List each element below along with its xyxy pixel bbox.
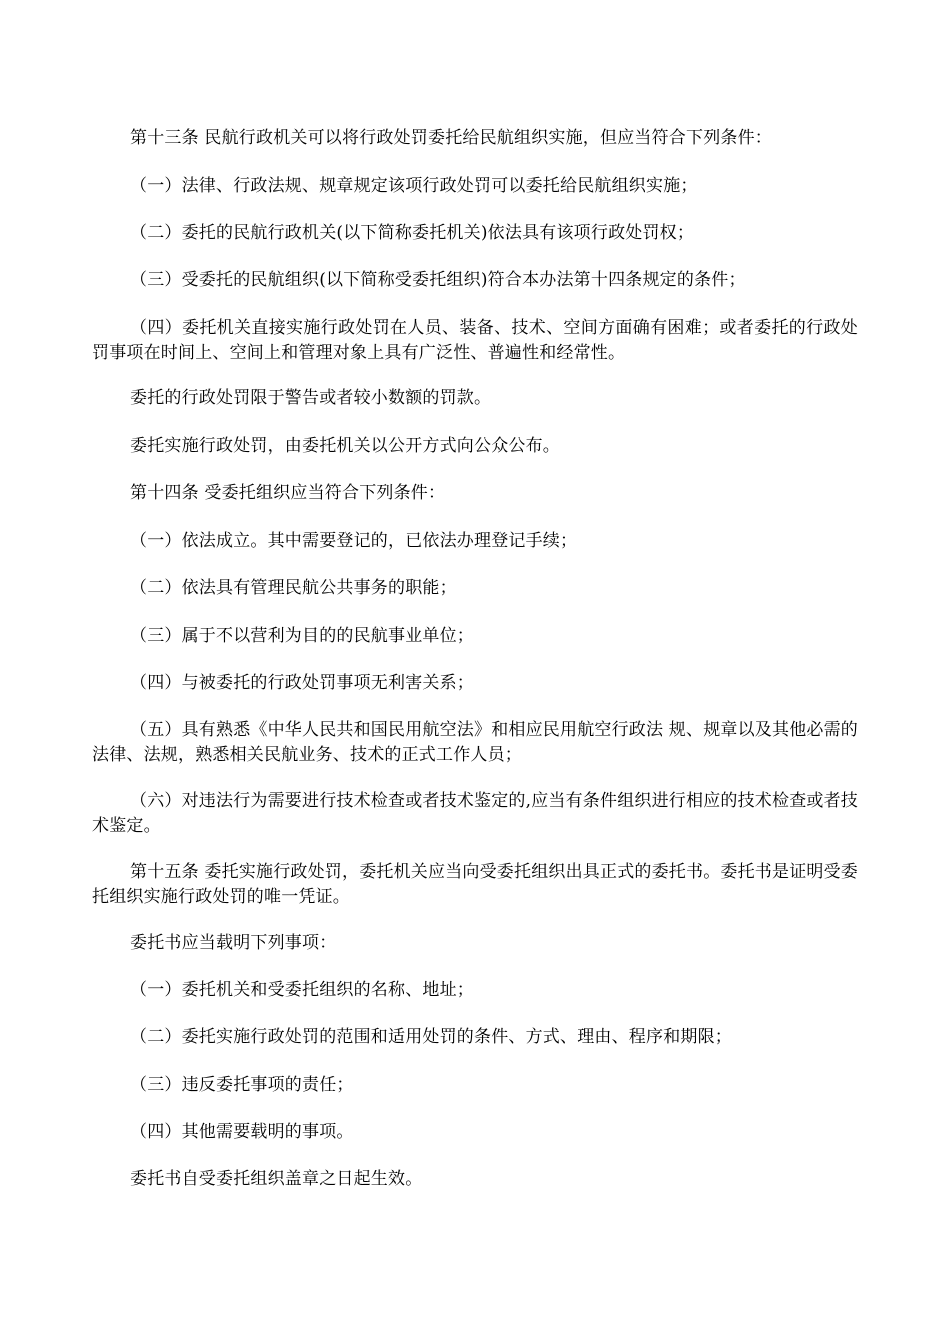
letter-item-4: （四）其他需要载明的事项。 (130, 1122, 354, 1142)
article-14-item-1: （一）依法成立。其中需要登记的，已依法办理登记手续； (130, 531, 578, 551)
letter-item-1: （一）委托机关和受委托组织的名称、地址； (130, 980, 474, 1000)
article-14-heading: 第十四条 受委托组织应当符合下列条件： (130, 483, 446, 503)
article-14-item-2: （二）依法具有管理民航公共事务的职能； (130, 578, 457, 598)
article-13-item-3: （三）受委托的民航组织(以下简称受委托组织)符合本办法第十四条规定的条件； (130, 270, 746, 290)
article-13-publication: 委托实施行政处罚，由委托机关以公开方式向公众公布。 (130, 436, 560, 456)
article-13-item-1: （一）法律、行政法规、规章规定该项行政处罚可以委托给民航组织实施； (130, 176, 698, 196)
article-13-item-4: （四）委托机关直接实施行政处罚在人员、装备、技术、空间方面确有困难；或者委托的行政处罚事项在时间上、空间上和管理对象上具有广泛性、普遍性和经常性。 (92, 318, 858, 363)
letter-item-2: （二）委托实施行政处罚的范围和适用处罚的条件、方式、理由、程序和期限； (130, 1027, 732, 1047)
article-13-scope: 委托的行政处罚限于警告或者较小数额的罚款。 (130, 388, 492, 408)
letter-effective-date: 委托书自受委托组织盖章之日起生效。 (130, 1169, 423, 1189)
article-14-item-6: （六）对违法行为需要进行技术检查或者技术鉴定的,应当有条件组织进行相应的技术检查或者技术鉴定。 (92, 791, 859, 836)
article-13-heading: 第十三条 民航行政机关可以将行政处罚委托给民航组织实施，但应当符合下列条件： (130, 128, 773, 148)
article-13-item-2: （二）委托的民航行政机关(以下简称委托机关)依法具有该项行政处罚权； (130, 223, 695, 243)
letter-contents-intro: 委托书应当载明下列事项： (130, 933, 337, 953)
article-15-heading: 第十五条 委托实施行政处罚，委托机关应当向受委托组织出具正式的委托书。委托书是证明受委托组织实施行政处罚的唯一凭证。 (92, 862, 859, 907)
article-14-item-3: （三）属于不以营利为目的的民航事业单位； (130, 626, 474, 646)
article-14-item-5: （五）具有熟悉《中华人民共和国民用航空法》和相应民用航空行政法 规、规章以及其他必需的法律、法规，熟悉相关民航业务、技术的正式工作人员； (92, 720, 859, 765)
letter-item-3: （三）违反委托事项的责任； (130, 1075, 354, 1095)
article-14-item-4: （四）与被委托的行政处罚事项无利害关系； (130, 673, 474, 693)
